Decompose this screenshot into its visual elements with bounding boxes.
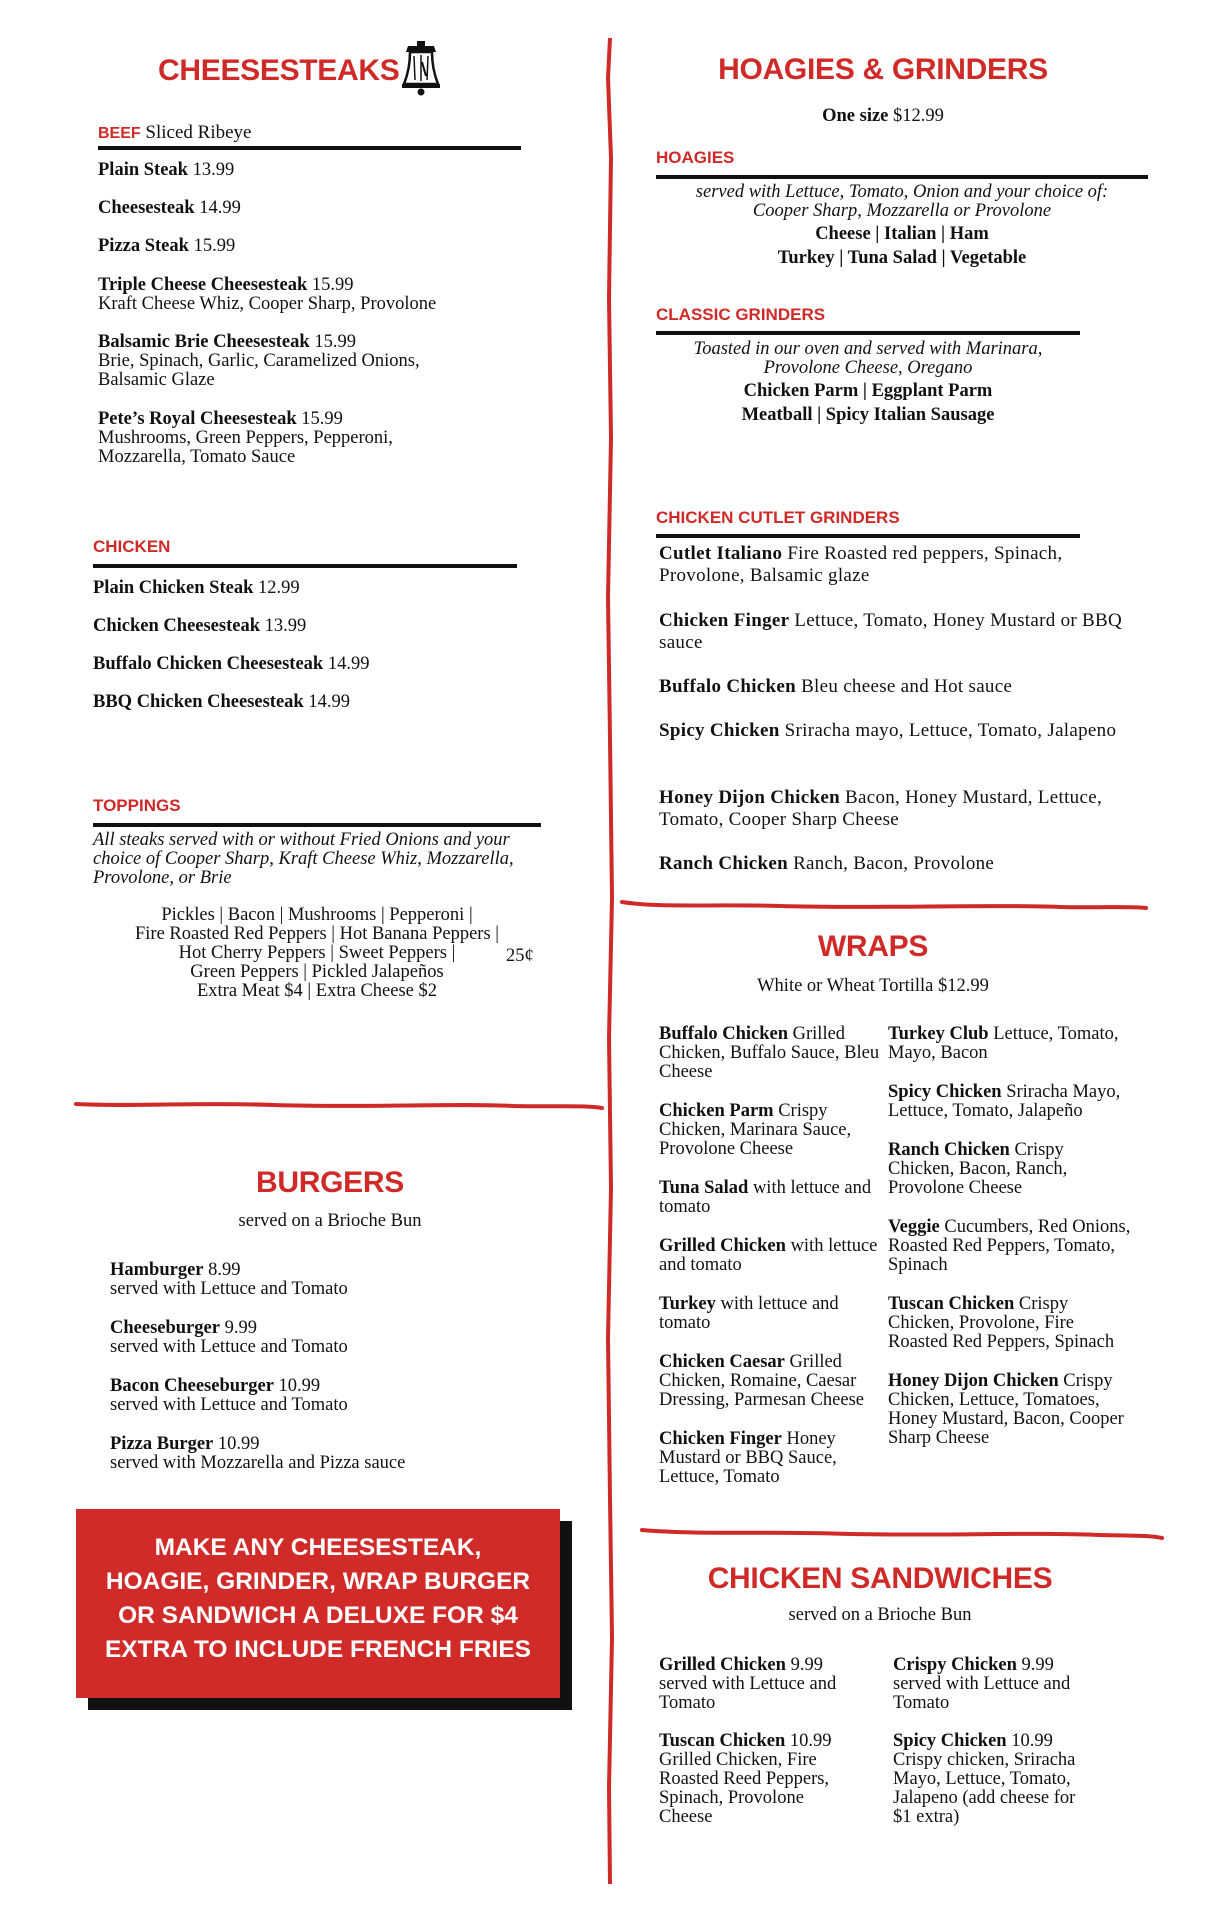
cutlet-items xyxy=(659,543,1129,875)
cutlet-label: CHICKEN CUTLET GRINDERS xyxy=(656,508,900,527)
menu-item: Chicken Parm Crispy Chicken, Marinara Sauce, Provolone Cheese xyxy=(659,1101,852,1159)
chicken-sandwiches-title: CHICKEN SANDWICHES xyxy=(707,1562,1053,1595)
center-divider xyxy=(600,38,620,1884)
beef-items xyxy=(98,161,528,467)
cutlet-section xyxy=(656,508,1080,538)
menu-item: Buffalo Chicken Grilled Chicken, Buffalo Sauce, Bleu Cheese xyxy=(659,1024,880,1082)
menu-item: Buffalo Chicken Cheesesteak 14.99 xyxy=(93,654,370,674)
burgers-subtitle: served on a Brioche Bun xyxy=(238,1211,422,1231)
menu-item: BBQ Chicken Cheesesteak 14.99 xyxy=(93,692,350,712)
chicken-sandwich-3: Tuscan Chicken 10.99 Grilled Chicken, Fire Roasted Reed Peppers, Spinach, Provolone Cheese xyxy=(659,1731,832,1827)
menu-item: Triple Cheese Cheesesteak 15.99 Kraft Cheese Whiz, Cooper Sharp, Provolone xyxy=(98,275,437,314)
liberty-bell-icon xyxy=(400,40,442,96)
cutlet-rule xyxy=(656,534,1080,538)
menu-item: Cheeseburger 9.99 served with Lettuce and Tomato xyxy=(110,1318,348,1357)
menu-item: Veggie Cucumbers, Red Onions, Roasted Red Peppers, Tomato, Spinach xyxy=(888,1217,1131,1275)
burgers-title: BURGERS xyxy=(256,1166,404,1199)
deluxe-text: MAKE ANY CHEESESTEAK, HOAGIE, GRINDER, WRAP BURGER OR SANDWICH A DELUXE FOR $4 EXTRA TO INCLUDE FRENCH FRIES xyxy=(104,1534,532,1663)
wraps-right xyxy=(888,1025,1133,1468)
classic-label: CLASSIC GRINDERS xyxy=(656,305,826,324)
menu-item: Chicken Cheesesteak 13.99 xyxy=(93,616,307,636)
hoagies-label: HOAGIES xyxy=(656,148,735,167)
menu-item: Pete’s Royal Cheesesteak 15.99 Mushrooms, Green Peppers, Pepperoni, Mozzarella, Tomato Sauce xyxy=(98,409,393,467)
menu-item: Plain Steak 13.99 xyxy=(98,160,235,180)
hoagies-size: One size $12.99 xyxy=(822,106,944,126)
menu-item: Cheesesteak 14.99 xyxy=(98,198,241,218)
toppings-price: 25¢ xyxy=(506,946,534,966)
menu-item: Ranch Chicken Ranch, Bacon, Provolone xyxy=(659,853,995,874)
separator-right-1 xyxy=(620,898,1150,914)
menu-item: Honey Dijon Chicken Crispy Chicken, Lettuce, Tomatoes, Honey Mustard, Bacon, Cooper Sharp Cheese xyxy=(888,1371,1124,1448)
chicken-sandwiches-subtitle: served on a Brioche Bun xyxy=(788,1605,972,1625)
hoagies-grinders-title: HOAGIES & GRINDERS xyxy=(718,53,1048,86)
toppings-list: Pickles | Bacon | Mushrooms | Pepperoni | Fire Roasted Red Peppers | Hot Banana Peppers | Hot Cherry Peppers | Sweet Peppers | Green Peppers | Pickled Jalapeños Extra Meat $4 | Extra Cheese $2 xyxy=(135,905,499,1001)
menu-item: Ranch Chicken Crispy Chicken, Bacon, Ranch, Provolone Cheese xyxy=(888,1140,1068,1198)
cheesesteaks-header xyxy=(158,48,448,98)
chicken-sandwich-2: Crispy Chicken 9.99 served with Lettuce and Tomato xyxy=(893,1655,1071,1713)
menu-item: Buffalo Chicken Bleu cheese and Hot sauce xyxy=(659,676,1013,697)
chicken-rule xyxy=(93,564,517,568)
menu-item: Tuna Salad with lettuce and tomato xyxy=(659,1178,872,1217)
beef-sublabel: Sliced Ribeye xyxy=(145,122,252,143)
toppings-label: TOPPINGS xyxy=(93,796,181,815)
menu-item: Spicy Chicken Sriracha mayo, Lettuce, Tomato, Jalapeno xyxy=(659,720,1117,741)
toppings-section xyxy=(93,796,541,827)
menu-item: Grilled Chicken with lettuce and tomato xyxy=(659,1236,878,1275)
separator-left xyxy=(74,1098,604,1112)
menu-item: Pizza Steak 15.99 xyxy=(98,236,236,256)
menu-item: Spicy Chicken Sriracha Mayo, Lettuce, Tomato, Jalapeño xyxy=(888,1082,1121,1121)
menu-item: Chicken Caesar Grilled Chicken, Romaine, Caesar Dressing, Parmesan Cheese xyxy=(659,1352,864,1410)
menu-item: Tuscan Chicken Crispy Chicken, Provolone, Fire Roasted Red Peppers, Spinach xyxy=(888,1294,1115,1352)
wraps-title: WRAPS xyxy=(817,930,929,963)
hoagies-note: served with Lettuce, Tomato, Onion and your choice of: Cooper Sharp, Mozzarella or Provolone Cheese | Italian | Ham Turkey | Tuna Salad | Vegetable xyxy=(695,182,1109,268)
menu-item: Chicken Finger Honey Mustard or BBQ Sauce, Lettuce, Tomato xyxy=(659,1429,837,1487)
chicken-label: CHICKEN xyxy=(93,537,171,556)
chicken-items xyxy=(93,579,523,712)
menu-item: Plain Chicken Steak 12.99 xyxy=(93,578,300,598)
beef-section xyxy=(98,122,521,150)
menu-item: Pizza Burger 10.99 served with Mozzarella and Pizza sauce xyxy=(110,1434,406,1473)
chicken-sandwich-4: Spicy Chicken 10.99 Crispy chicken, Sriracha Mayo, Lettuce, Tomato, Jalapeno (add cheese for $1 extra) xyxy=(893,1731,1076,1827)
hoagies-rule xyxy=(656,175,1148,179)
hoagies-section xyxy=(656,148,1148,179)
menu-item: Chicken Finger Lettuce, Tomato, Honey Mustard or BBQ sauce xyxy=(659,610,1123,653)
classic-section xyxy=(656,305,1080,335)
menu-item: Honey Dijon Chicken Bacon, Honey Mustard, Lettuce, Tomato, Cooper Sharp Cheese xyxy=(659,787,1102,830)
wraps-subtitle: White or Wheat Tortilla $12.99 xyxy=(757,976,989,996)
menu-item: Bacon Cheeseburger 10.99 served with Lettuce and Tomato xyxy=(110,1376,348,1415)
beef-rule xyxy=(98,146,521,150)
wraps-left xyxy=(659,1025,881,1507)
beef-label: BEEF xyxy=(98,125,141,142)
menu-item: Hamburger 8.99 served with Lettuce and Tomato xyxy=(110,1260,348,1299)
chicken-section xyxy=(93,537,517,568)
separator-right-2 xyxy=(640,1526,1165,1542)
classic-note: Toasted in our oven and served with Marinara, Provolone Cheese, Oregano Chicken Parm | Eggplant Parm Meatball | Spicy Italian Sausage xyxy=(693,339,1043,425)
menu-item: Cutlet Italiano Fire Roasted red peppers, Spinach, Provolone, Balsamic glaze xyxy=(659,543,1063,586)
cheesesteaks-title: CHEESESTEAKS xyxy=(158,54,400,87)
menu-item: Turkey Club Lettuce, Tomato, Mayo, Bacon xyxy=(888,1024,1119,1063)
toppings-note: All steaks served with or without Fried Onions and your choice of Cooper Sharp, Kraft Cheese Whiz, Mozzarella, Provolone, or Brie xyxy=(93,830,514,888)
burgers-items xyxy=(110,1261,530,1473)
chicken-sandwich-1: Grilled Chicken 9.99 served with Lettuce and Tomato xyxy=(659,1655,837,1713)
classic-rule xyxy=(656,331,1080,335)
toppings-rule xyxy=(93,823,541,827)
menu-item: Balsamic Brie Cheesesteak 15.99 Brie, Spinach, Garlic, Caramelized Onions, Balsamic Glaze xyxy=(98,332,420,390)
menu-item: Turkey with lettuce and tomato xyxy=(659,1294,839,1333)
